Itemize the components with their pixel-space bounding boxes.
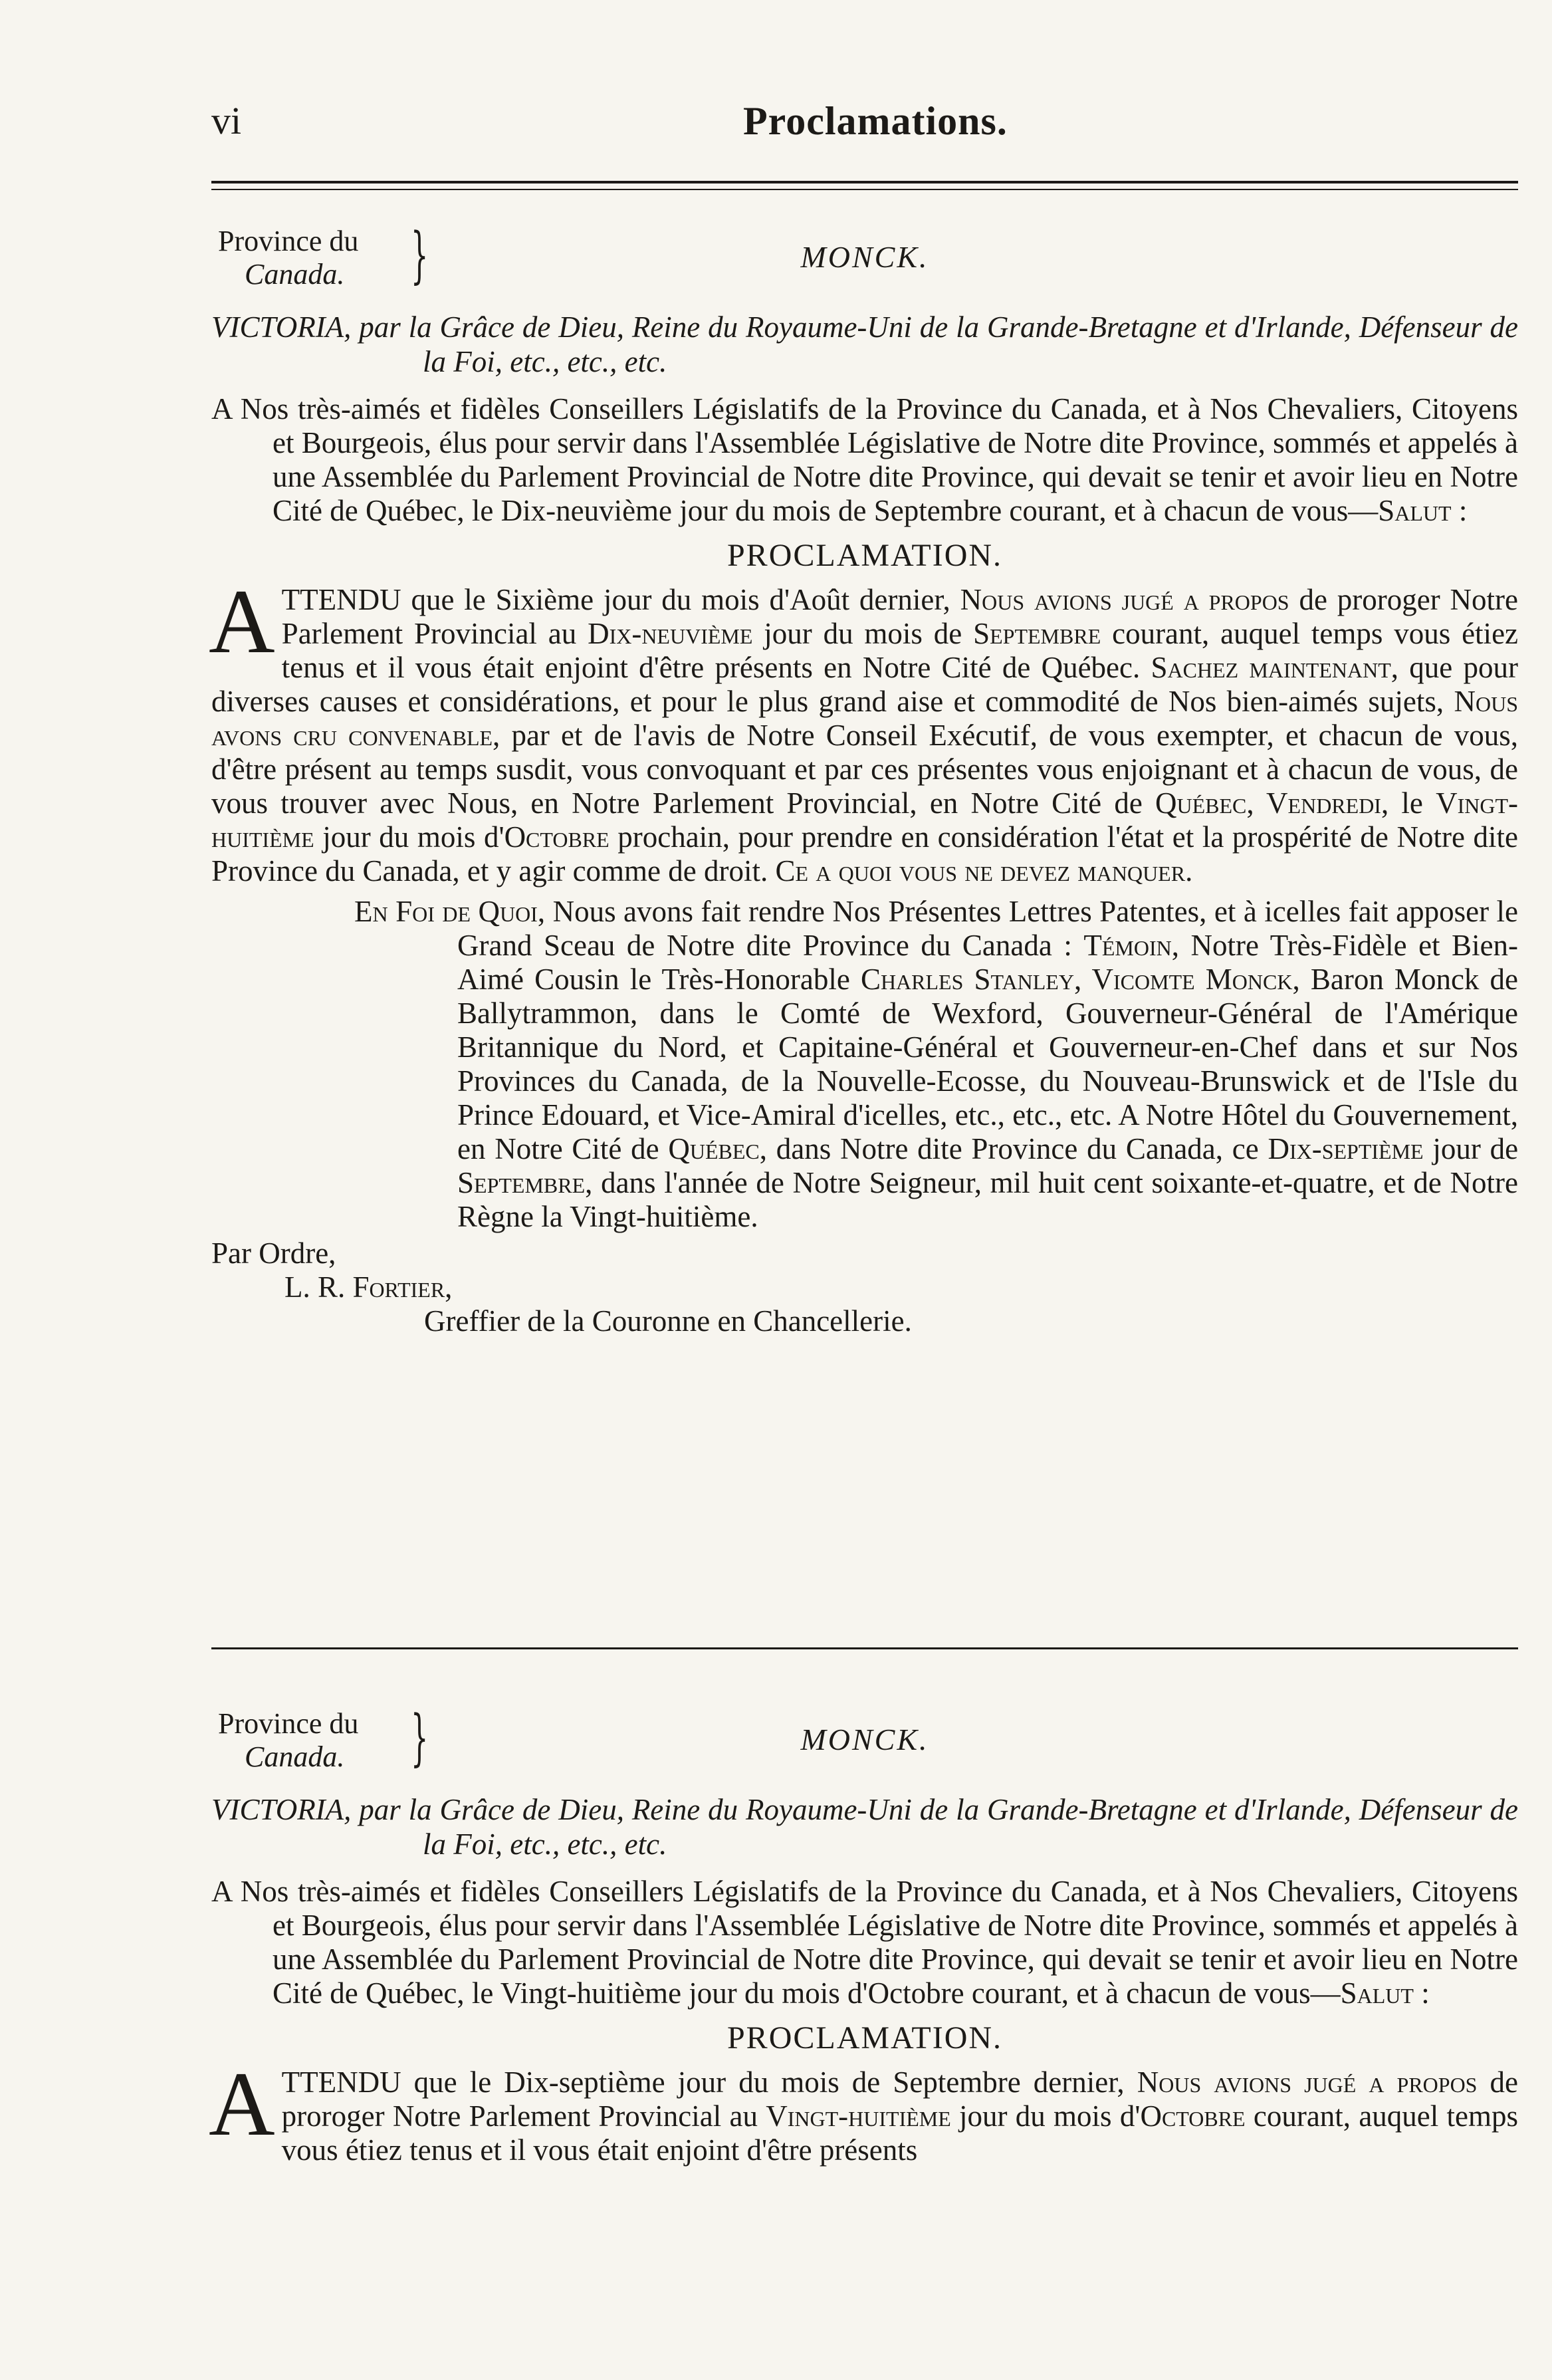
witness-clause	[354, 895, 1518, 1234]
address-paragraph	[211, 392, 1518, 528]
royal-style: VICTORIA, par la Grâce de Dieu, Reine du Royaume-Uni de la Grande-Bretagne et d'Irlande, Défenseur de la Foi, etc., etc., etc.	[211, 1793, 1518, 1861]
signature-title: Greffier de la Couronne en Chancellerie.	[424, 1304, 912, 1338]
body-text-7: courant, auquel temps vous étiez tenus et il vous était enjoint d'être présents	[281, 2099, 1519, 2167]
body-text-3: de proroger Notre Parlement Provincial au	[281, 2066, 1519, 2133]
province-line-1: Province du	[218, 1707, 359, 1740]
body-text-16: Octobre	[504, 820, 610, 854]
page-title: Proclamations.	[743, 99, 1008, 143]
witness-text-5: Charles Stanley, Vicomte Monck,	[860, 963, 1300, 996]
body-text-7: courant, auquel temps vous étiez tenus et il vous était enjoint d'être présents en Notre Cité de Québec.	[281, 617, 1519, 684]
brace-mark: }	[411, 219, 429, 291]
province-line-2: Canada.	[245, 258, 345, 291]
address-text: A Nos très-aimés et fidèles Conseillers Législatifs de la Province du Canada, et à Nos Chevaliers, Citoyens et Bourgeois, élus pour servir dans l'Assemblée Législative de Notre dite Province, sommés et appelés à une Assemblée du Parlement Provincial de Notre dite Province, qui devait se tenir et avoir lieu en Notre Cité de Québec, le Vingt-huitième jour du mois d'Octobre courant, et à chacun de vous—	[211, 1875, 1518, 2010]
body-text-6: Septembre	[973, 617, 1101, 650]
salut-text: Salut :	[1340, 1976, 1430, 2010]
signature-initials: L. R.	[284, 1270, 346, 1304]
royal-style: VICTORIA, par la Grâce de Dieu, Reine du Royaume-Uni de la Grande-Bretagne et d'Irlande, Défenseur de la Foi, etc., etc., etc.	[211, 310, 1518, 378]
witness-text-1: En Foi de Quoi,	[354, 895, 546, 928]
witness-text-8: dans Notre dite Province du Canada, ce	[776, 1132, 1259, 1165]
proclamation-body	[209, 570, 1519, 888]
address-paragraph	[211, 1875, 1518, 2010]
body-text-18: Ce a quoi vous ne devez manquer.	[775, 854, 1193, 888]
drop-cap: A	[209, 570, 275, 672]
witness-text-4: Notre Très-Fidèle et Bien-Aimé Cousin le Très-Honorable	[457, 929, 1519, 996]
address-text: A Nos très-aimés et fidèles Conseillers Législatifs de la Province du Canada, et à Nos Chevaliers, Citoyens et Bourgeois, élus pour servir dans l'Assemblée Législative de Notre dite Province, sommés et appelés à une Assemblée du Parlement Provincial de Notre dite Province, qui devait se tenir et avoir lieu en Notre Cité de Québec, le Dix-neuvième jour du mois de Septembre courant, et à chacun de vous—	[211, 392, 1518, 527]
body-text-13: le	[1401, 786, 1423, 820]
proclamation-header	[211, 219, 1518, 303]
section-rule	[211, 1647, 1518, 1649]
body-text-11: par et de l'avis de Notre Conseil Exécutif, de vous exempter, et chacun de vous, d'être présent au temps susdit, vous convoquant et par ces présentes vous enjoignant et à chacun de vous, de vous trouver avec Nous, en Notre Parlement Provincial, en Notre Cité de	[211, 719, 1518, 820]
proclamation-1	[209, 219, 1519, 1338]
witness-text-2: Nous avons fait rendre Nos Présentes Lettres Patentes, et à icelles fait apposer le Grand Sceau de Notre dite Province du Canada :	[457, 895, 1519, 962]
body-text-2: Nous avions jugé a propos	[1137, 2066, 1478, 2099]
body-text-2: Nous avions jugé a propos	[960, 583, 1289, 616]
signer-name: MONCK.	[800, 1723, 929, 1756]
body-text-1: TTENDU que le Dix-septième jour du mois de Septembre dernier,	[281, 2066, 1125, 2099]
body-text-17: prochain, pour prendre en considération l'état et la prospérité de Notre dite Province du Canada, et y agir comme de droit.	[211, 820, 1518, 888]
witness-text-12: dans l'année de Notre Seigneur, mil huit cent soixante-et-quatre, et de Notre Règne la Vingt-huitième.	[457, 1166, 1518, 1233]
body-text-4: Dix-neuvième	[588, 617, 753, 650]
proclamation-heading: PROCLAMATION.	[726, 2020, 1003, 2056]
witness-text-11: Septembre,	[457, 1166, 593, 1199]
signature-name: Fortier,	[352, 1270, 453, 1304]
salut-text: Salut :	[1378, 494, 1468, 527]
running-head	[0, 98, 1552, 152]
body-text-6: Octobre	[1140, 2099, 1246, 2133]
brace-mark: }	[411, 1702, 429, 1773]
body-text-4: Vingt-huitième	[766, 2099, 951, 2133]
body-text-5: jour du mois d'	[959, 2099, 1141, 2133]
body-text-3: de proroger Notre Parlement Provincial au	[281, 583, 1519, 650]
proclamation-2	[209, 1702, 1519, 2167]
proclamation-heading: PROCLAMATION.	[726, 538, 1003, 573]
witness-text-3: Témoin,	[1083, 929, 1180, 962]
header-rule	[211, 181, 1518, 190]
signature-line	[211, 1270, 1518, 1304]
body-text-8: Sachez maintenant,	[1151, 651, 1399, 684]
body-text-9: que pour diverses causes et considérations, et pour le plus grand aise et commodité de Nos bien-aimés sujets,	[211, 651, 1519, 718]
proclamation-header	[211, 1702, 1518, 1786]
witness-text-10: jour de	[1432, 1132, 1519, 1165]
province-line-2: Canada.	[245, 1740, 345, 1773]
signer-name: MONCK.	[800, 240, 929, 274]
by-order: Par Ordre,	[211, 1237, 336, 1270]
witness-text-7: Québec,	[668, 1132, 768, 1165]
witness-text-9: Dix-septième	[1268, 1132, 1424, 1165]
page-number: vi	[211, 99, 242, 142]
drop-cap: A	[209, 2053, 275, 2155]
province-line-1: Province du	[218, 225, 359, 257]
witness-text-6: Baron Monck de Ballytrammon, dans le Comté de Wexford, Gouverneur-Général de l'Amérique Britannique du Nord, et Capitaine-Général et Gouverneur-en-Chef dans et sur Nos Provinces du Canada, de la Nouvelle-Ecosse, du Nouveau-Brunswick et de l'Isle du Prince Edouard, et Vice-Amiral d'icelles, etc., etc., etc. A Notre Hôtel du Gouvernement, en Notre Cité de	[457, 963, 1519, 1165]
proclamation-body	[209, 2053, 1519, 2167]
body-text-15: jour du mois d'	[322, 820, 504, 854]
body-text-10: Nous avons cru convenable,	[211, 685, 1518, 752]
body-text-5: jour du mois de	[764, 617, 962, 650]
body-text-1: TTENDU que le Sixième jour du mois d'Août dernier,	[281, 583, 950, 616]
body-text-14: Vingt-huitième	[211, 786, 1519, 854]
body-text-12: Québec, Vendredi,	[1155, 786, 1389, 820]
